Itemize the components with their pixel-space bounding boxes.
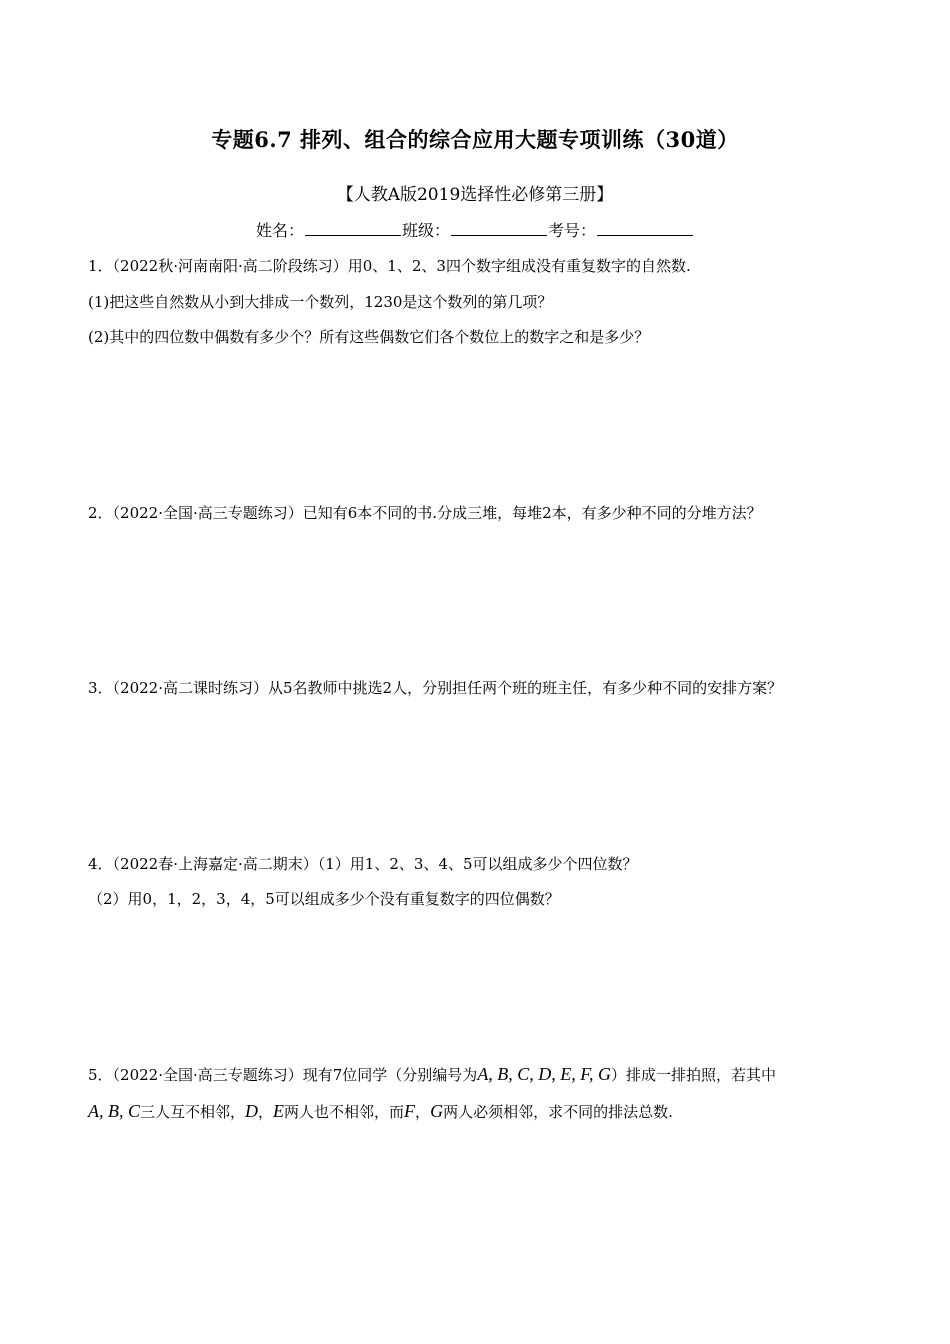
math-student-labels: A, B, C, D, E, F, G <box>477 1064 611 1084</box>
question-4-stem <box>88 854 638 874</box>
question-text: 两人也不相邻，而 <box>284 1103 405 1121</box>
question-number: 1． <box>88 257 113 275</box>
question-5-stem-line-2 <box>88 1101 673 1122</box>
math-abc: A, B, C <box>88 1101 140 1121</box>
question-source: （2022·全国·高三专题练习） <box>112 504 303 522</box>
question-number: 3． <box>88 679 113 697</box>
question-5-stem-line-1 <box>88 1064 776 1085</box>
question-text: 现有7位同学（分别编号为 <box>302 1066 478 1084</box>
question-2-stem <box>88 503 762 523</box>
question-source: （2022春·上海嘉定·高二期末） <box>112 855 318 873</box>
question-source: （2022秋·河南南阳·高二阶段练习） <box>112 257 348 275</box>
name-blank <box>305 221 401 236</box>
exam-no-blank <box>597 221 693 236</box>
math-f: F <box>404 1101 416 1121</box>
exam-no-label: 考号： <box>548 221 597 240</box>
math-d: D <box>245 1101 259 1121</box>
math-g: G <box>430 1101 444 1121</box>
question-number: 2． <box>88 504 113 522</box>
student-info-line <box>0 218 950 241</box>
question-source: （2022·高二课时练习） <box>112 679 268 697</box>
question-text: 从5名教师中挑选2人，分别担任两个班的班主任，有多少种不同的安排方案？ <box>268 679 783 697</box>
question-3-stem <box>88 678 782 698</box>
question-text: ）排成一排拍照，若其中 <box>610 1066 776 1084</box>
page-title: 专题6.7 排列、组合的综合应用大题专项训练（30道） <box>211 127 739 152</box>
name-label: 姓名： <box>255 221 304 240</box>
question-text: 三人互不相邻， <box>140 1103 246 1121</box>
question-text: 用0、1、2、3四个数字组成没有重复数字的自然数. <box>347 257 691 275</box>
question-text: 两人必须相邻，求不同的排法总数. <box>443 1103 673 1121</box>
question-1-stem <box>88 256 691 276</box>
separator: ， <box>415 1103 431 1121</box>
question-source: （2022·全国·高三专题练习） <box>112 1066 303 1084</box>
question-number: 4． <box>88 855 113 873</box>
separator: ， <box>258 1103 274 1121</box>
question-4-part-2: （2）用0，1，2，3，4，5可以组成多少个没有重复数字的四位偶数？ <box>88 890 560 908</box>
question-text: （1）用1、2、3、4、5可以组成多少个四位数？ <box>317 855 638 873</box>
question-text: 已知有6本不同的书.分成三堆，每堆2本，有多少种不同的分堆方法？ <box>302 504 762 522</box>
class-blank <box>451 221 547 236</box>
math-e: E <box>273 1101 285 1121</box>
question-number: 5． <box>88 1066 113 1084</box>
class-label: 班级： <box>401 221 450 240</box>
page-subtitle: 【人教A版2019选择性必修第三册】 <box>336 185 614 205</box>
question-1-part-2: (2)其中的四位数中偶数有多少个？所有这些偶数它们各个数位上的数字之和是多少？ <box>88 328 650 346</box>
question-1-part-1: (1)把这些自然数从小到大排成一个数列，1230是这个数列的第几项？ <box>88 293 553 311</box>
